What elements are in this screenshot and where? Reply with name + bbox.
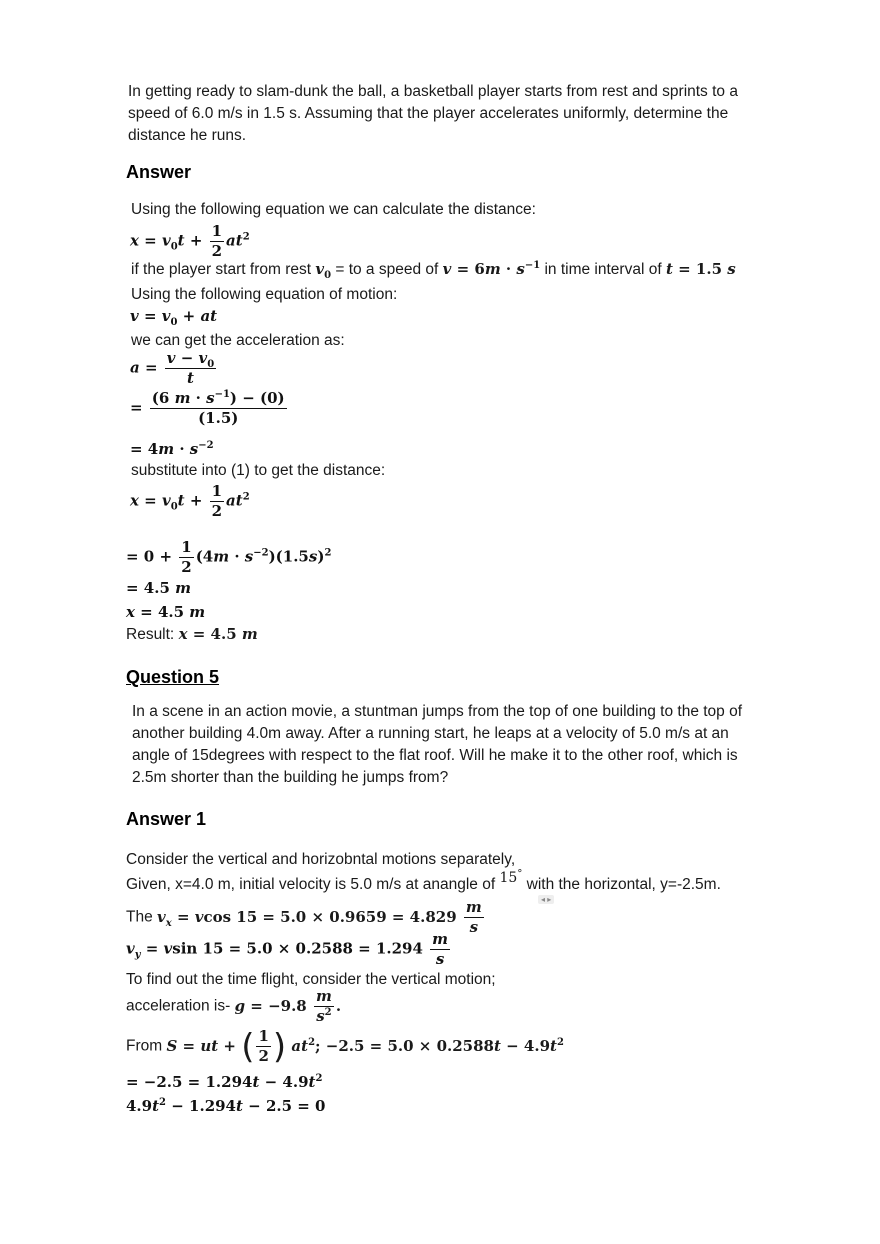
vx-equation: The $v_x = vcos$ 15 = 5.0 × 0.9659 = 4.829 $\frac{m}{s}$ [126,898,482,936]
equation-distance-value: = 4.5 m [126,579,191,597]
answer-1-line-1: Consider the vertical and horizobntal motions separately, [126,851,516,868]
displacement-equation: From S = ut + ( $\frac{1}{2}$ ) $at^2$; $-2.5 = 5.0 \times 0.2588t - 4.9t^2$ [126,1026,564,1067]
answer-line-2c: in time interval of [544,261,662,278]
answer-heading: Answer [126,162,192,182]
equation-acceleration-result: = $4m \cdot s^{-2}$ [130,440,214,458]
result-line: Result: x = 4.5 m [126,625,258,643]
problem-line-2: speed of 6.0 m/s in 1.5 s. Assuming that the player accelerates uniformly, determine the [128,105,729,122]
problem-line-3: distance he runs. [128,127,247,144]
question-5-text [132,701,832,789]
vx-label: The [126,908,153,926]
problem-line-1: In getting ready to slam-dunk the ball, a basketball player starts from rest and sprints to a [128,83,738,100]
quadratic-step-1: = $-2.5 = 1.294t - 4.9t^2$ [126,1073,323,1091]
answer-1-line-2: Given, x=4.0 m, initial velocity is 5.0 m/s at anangle of 15° with the horizontal, y=-2.5m. [126,868,721,893]
answer-1-line-2a: Given, x=4.0 m, initial velocity is 5.0 m/s at anangle of [126,876,496,893]
question-5-line-1: In a scene in an action movie, a stuntman jumps from the top of one building to the top of [132,703,743,720]
equation-acceleration-substituted: = $\frac{(6 m \cdot s^{-1}) - (0)}{(1.5)}$ [130,389,285,427]
result-label: Result: [126,626,175,643]
from-label: From [126,1037,163,1055]
acceleration-line: acceleration is- g = −9.8 $\frac{m}{s^2}$ . [126,987,342,1025]
answer-line-4: we can get the acceleration as: [131,332,345,349]
answer-line-2a: if the player start from rest [131,261,312,278]
equation-distance-final: x = 4.5 m [126,603,206,621]
problem-text [128,81,828,147]
equation-distance-substituted: = 0 + $\frac{1}{2}$ $(4m \cdot s^{-2})(1.5s)^2$ [126,538,332,576]
answer-1-line-2b: with the horizontal, y=-2.5m. [526,876,721,893]
vy-equation: $v_y = vsin$ 15 = 5.0 × 0.2588 = 1.294 $\frac{m}{s}$ [126,930,449,968]
question-5-line-2: another building 4.0m away. After a running start, he leaps at a velocity of 5.0 m/s at an [132,725,729,742]
answer-1-heading: Answer 1 [126,809,207,829]
equation-acceleration: a = $\frac{v - v_0}{t}$ [130,349,215,387]
question-5-line-4: 2.5m shorter than the building he jumps from? [132,769,449,786]
question-5-heading: Question 5 [126,667,220,687]
answer-line-2b: = to a speed of [335,261,439,278]
answer-line-5: substitute into (1) to get the distance: [131,462,386,479]
acceleration-label: acceleration is- [126,997,231,1015]
equation-nav-arrows[interactable]: ◂ ▸ [538,895,554,904]
question-5-line-3: angle of 15degrees with respect to the flat roof. Will he make it to the other roof, which is [132,747,738,764]
quadratic-step-2: $4.9t^2 - 1.294t - 2.5 = 0$ [126,1097,326,1115]
answer-line-2: if the player start from rest $v_0$ = to a speed of $v = 6m \cdot s^{-1}$ in time interval of t = 1.5 s [131,260,736,281]
answer-1-line-4: To find out the time flight, consider the vertical motion; [126,971,496,988]
answer-line-1: Using the following equation we can calculate the distance: [131,201,536,218]
equation-velocity: $v = v_0$ + at [130,307,218,328]
equation-distance: $x = v_0t$ + $\frac{1}{2}$ $at^2$ [130,222,250,260]
answer-line-3: Using the following equation of motion: [131,286,398,303]
equation-distance-repeat: $x = v_0t$ + $\frac{1}{2}$ $at^2$ [130,482,250,520]
